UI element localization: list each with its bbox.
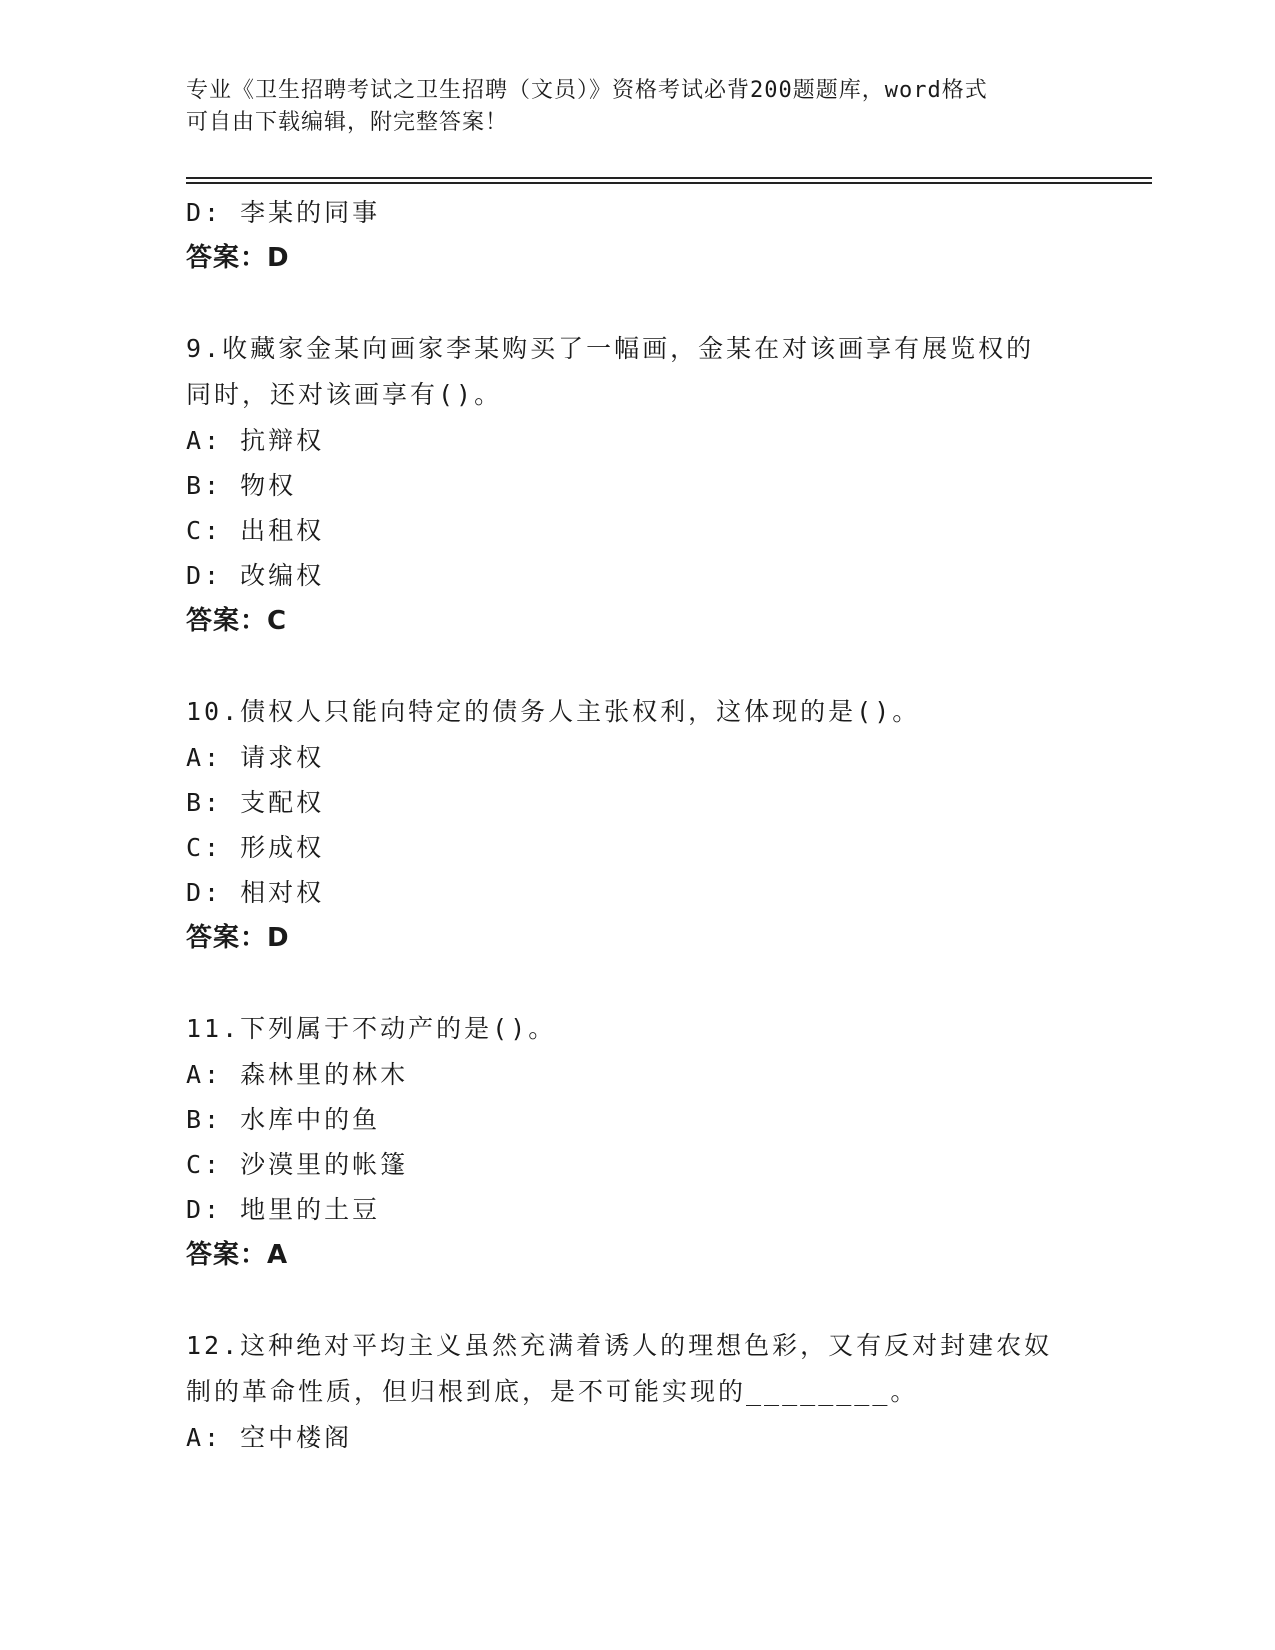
question-list [186, 190, 1086, 1460]
header-divider-bottom [186, 182, 1152, 184]
option-d: D: 改编权 [186, 561, 325, 590]
answer-line: 答案：D [186, 243, 290, 273]
option-c: C: 沙漠里的帐篷 [186, 1150, 409, 1179]
option-a: A: 空中楼阁 [186, 1423, 353, 1452]
document-header [186, 75, 1066, 139]
question-12 [186, 1323, 1086, 1460]
header-divider-top [186, 177, 1152, 179]
option-d: D: 地里的土豆 [186, 1195, 381, 1224]
answer-line: 答案：C [186, 606, 288, 636]
question-10 [186, 689, 1086, 961]
question-text-line-1: 10.债权人只能向特定的债务人主张权利，这体现的是()。 [186, 697, 921, 726]
answer-line: 答案：D [186, 923, 290, 953]
option-b: B: 物权 [186, 471, 297, 500]
question-text-line-2: 制的革命性质，但归根到底，是不可能实现的________。 [186, 1377, 919, 1406]
header-line-1: 专业《卫生招聘考试之卫生招聘（文员）》资格考试必背200题题库，word格式 [186, 78, 988, 103]
question-text-line-1: 9.收藏家金某向画家李某购买了一幅画，金某在对该画享有展览权的 [186, 334, 1035, 363]
option-b: B: 支配权 [186, 788, 325, 817]
answer-line: 答案：A [186, 1240, 289, 1270]
question-9 [186, 326, 1086, 644]
option-d: D: 李某的同事 [186, 198, 381, 227]
question-11 [186, 1006, 1086, 1278]
previous-question-tail [186, 190, 1086, 281]
option-a: A: 请求权 [186, 743, 325, 772]
option-a: A: 森林里的林木 [186, 1060, 409, 1089]
option-c: C: 出租权 [186, 516, 325, 545]
question-text-line-1: 12.这种绝对平均主义虽然充满着诱人的理想色彩，又有反对封建农奴 [186, 1331, 1053, 1360]
option-a: A: 抗辩权 [186, 426, 325, 455]
option-c: C: 形成权 [186, 833, 325, 862]
option-b: B: 水库中的鱼 [186, 1105, 381, 1134]
header-line-2: 可自由下载编辑，附完整答案！ [186, 110, 509, 135]
question-text-line-2: 同时，还对该画享有()。 [186, 380, 503, 409]
option-d: D: 相对权 [186, 878, 325, 907]
question-text-line-1: 11.下列属于不动产的是()。 [186, 1014, 557, 1043]
